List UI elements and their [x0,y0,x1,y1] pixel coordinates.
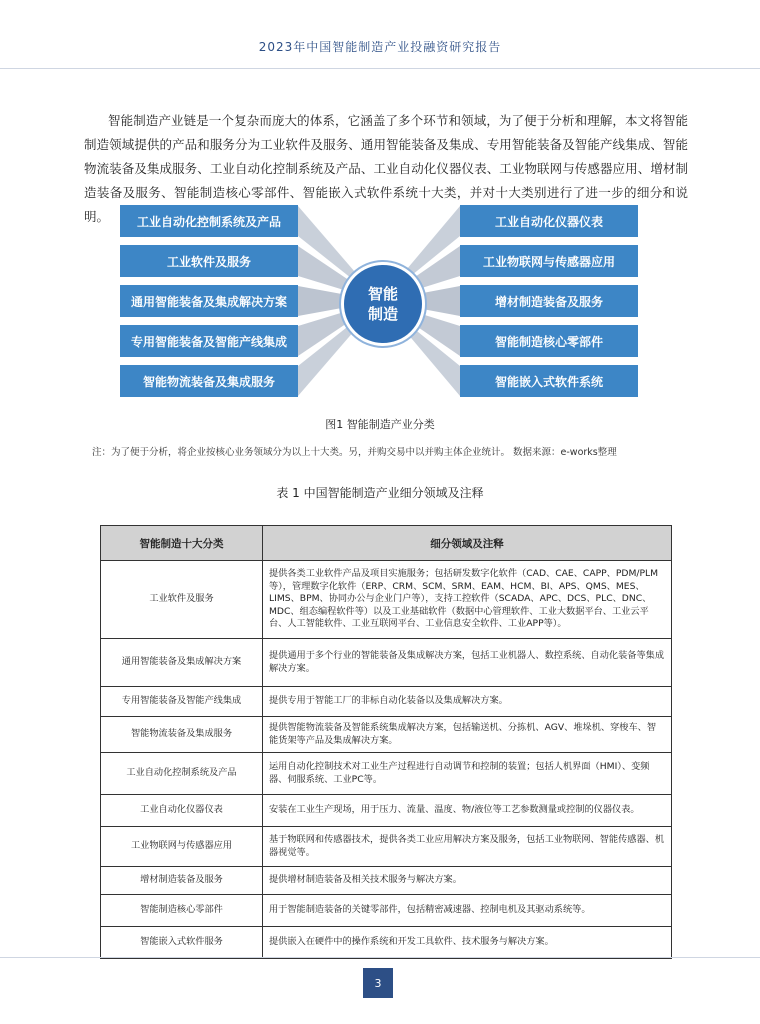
category-box-right-1: 工业自动化仪器仪表 [460,205,638,237]
table-cell-detail: 提供各类工业软件产品及项目实施服务；包括研发数字化软件（CAD、CAE、CAPP、PDM/PLM等），管理数字化软件（ERP、CRM、SCM、SRM、EAM、HCM、BI、APS、QMS、MES、LIMS、BPM、协同办公与企业门户等），支持工控软件（SCADA、APC、DCS、PLC、DNC、MDC、组态编程软件等）以及工业基础软件（数据中心管理软件、工业大数据平台、工业云平台、人工智能软件、工业互联网平台、工业信息安全软件、工业APP等）。 [263,561,672,639]
table-row [101,867,672,895]
category-box-left-1: 工业自动化控制系统及产品 [120,205,298,237]
table-cell-detail: 用于智能制造装备的关键零部件，包括精密减速器、控制电机及其驱动系统等。 [263,895,672,927]
table-row [101,753,672,795]
category-box-right-3: 增材制造装备及服务 [460,285,638,317]
table-caption: 表 1 中国智能制造产业细分领域及注释 [276,486,484,500]
hub-label-line2: 制造 [367,305,398,323]
segment-table [100,525,672,959]
table-header-detail: 细分领域及注释 [263,526,672,561]
table-row [101,687,672,717]
table-cell-category: 智能嵌入式软件服务 [101,927,263,959]
table-row [101,561,672,639]
table-cell-category: 工业自动化仪器仪表 [101,795,263,827]
table-row [101,639,672,687]
table-row [101,927,672,959]
table-cell-detail: 提供专用于智能工厂的非标自动化装备以及集成解决方案。 [263,687,672,717]
category-box-left-3: 通用智能装备及集成解决方案 [120,285,298,317]
industry-classification-diagram [110,200,650,400]
intro-paragraph: 智能制造产业链是一个复杂而庞大的体系，它涵盖了多个环节和领域，为了便于分析和理解，本文将智能制造领域提供的产品和服务分为工业软件及服务、通用智能装备及集成、专用智能装备及智能产线集成、智能物流装备及集成服务、工业自动化控制系统及产品、工业自动化仪器仪表、工业物联网与传感器应用、增材制造装备及服务、智能制造核心零部件、智能嵌入式软件系统十大类，并对十大类别进行了进一步的细分和说明。 [84,112,688,224]
figure-note: 注：为了便于分析，将企业按核心业务领域分为以上十大类。另，并购交易中以并购主体企业统计。 数据来源：e-works整理 [92,447,617,458]
table-cell-detail: 提供通用于多个行业的智能装备及集成解决方案，包括工业机器人、数控系统、自动化装备等集成解决方案。 [263,639,672,687]
category-box-right-5: 智能嵌入式软件系统 [460,365,638,397]
table-cell-category: 通用智能装备及集成解决方案 [101,639,263,687]
table-cell-category: 增材制造装备及服务 [101,867,263,895]
footer-divider [0,957,760,958]
category-box-left-5: 智能物流装备及集成服务 [120,365,298,397]
header-divider [0,68,760,69]
table-cell-detail: 提供增材制造装备及相关技术服务与解决方案。 [263,867,672,895]
table-cell-detail: 提供嵌入在硬件中的操作系统和开发工具软件、技术服务与解决方案。 [263,927,672,959]
table-row [101,795,672,827]
table-cell-detail: 运用自动化控制技术对工业生产过程进行自动调节和控制的装置；包括人机界面（HMI）、变频器、伺服系统、工业PC等。 [263,753,672,795]
table-cell-detail: 安装在工业生产现场，用于压力、流量、温度、物/液位等工艺参数测量或控制的仪器仪表。 [263,795,672,827]
hub-circle [341,262,425,346]
table-cell-category: 智能物流装备及集成服务 [101,717,263,753]
hub-label-line1: 智能 [367,285,398,303]
table-cell-category: 工业物联网与传感器应用 [101,827,263,867]
category-box-right-2: 工业物联网与传感器应用 [460,245,638,277]
table-cell-category: 工业自动化控制系统及产品 [101,753,263,795]
table-cell-category: 智能制造核心零部件 [101,895,263,927]
category-box-left-2: 工业软件及服务 [120,245,298,277]
report-header-title: 2023年中国智能制造产业投融资研究报告 [258,40,502,54]
table-row [101,895,672,927]
category-box-left-4: 专用智能装备及智能产线集成 [120,325,298,357]
table-row [101,717,672,753]
table-header-row [101,526,672,561]
page-number: 3 [363,968,393,998]
table-cell-detail: 基于物联网和传感器技术，提供各类工业应用解决方案及服务，包括工业物联网、智能传感器、机器视觉等。 [263,827,672,867]
category-box-right-4: 智能制造核心零部件 [460,325,638,357]
table-cell-category: 工业软件及服务 [101,561,263,639]
table-row [101,827,672,867]
table-header-category: 智能制造十大分类 [101,526,263,561]
table-cell-category: 专用智能装备及智能产线集成 [101,687,263,717]
figure-caption: 图1 智能制造产业分类 [325,418,435,431]
table-cell-detail: 提供智能物流装备及智能系统集成解决方案，包括输送机、分拣机、AGV、堆垛机、穿梭车、智能货架等产品及集成解决方案。 [263,717,672,753]
